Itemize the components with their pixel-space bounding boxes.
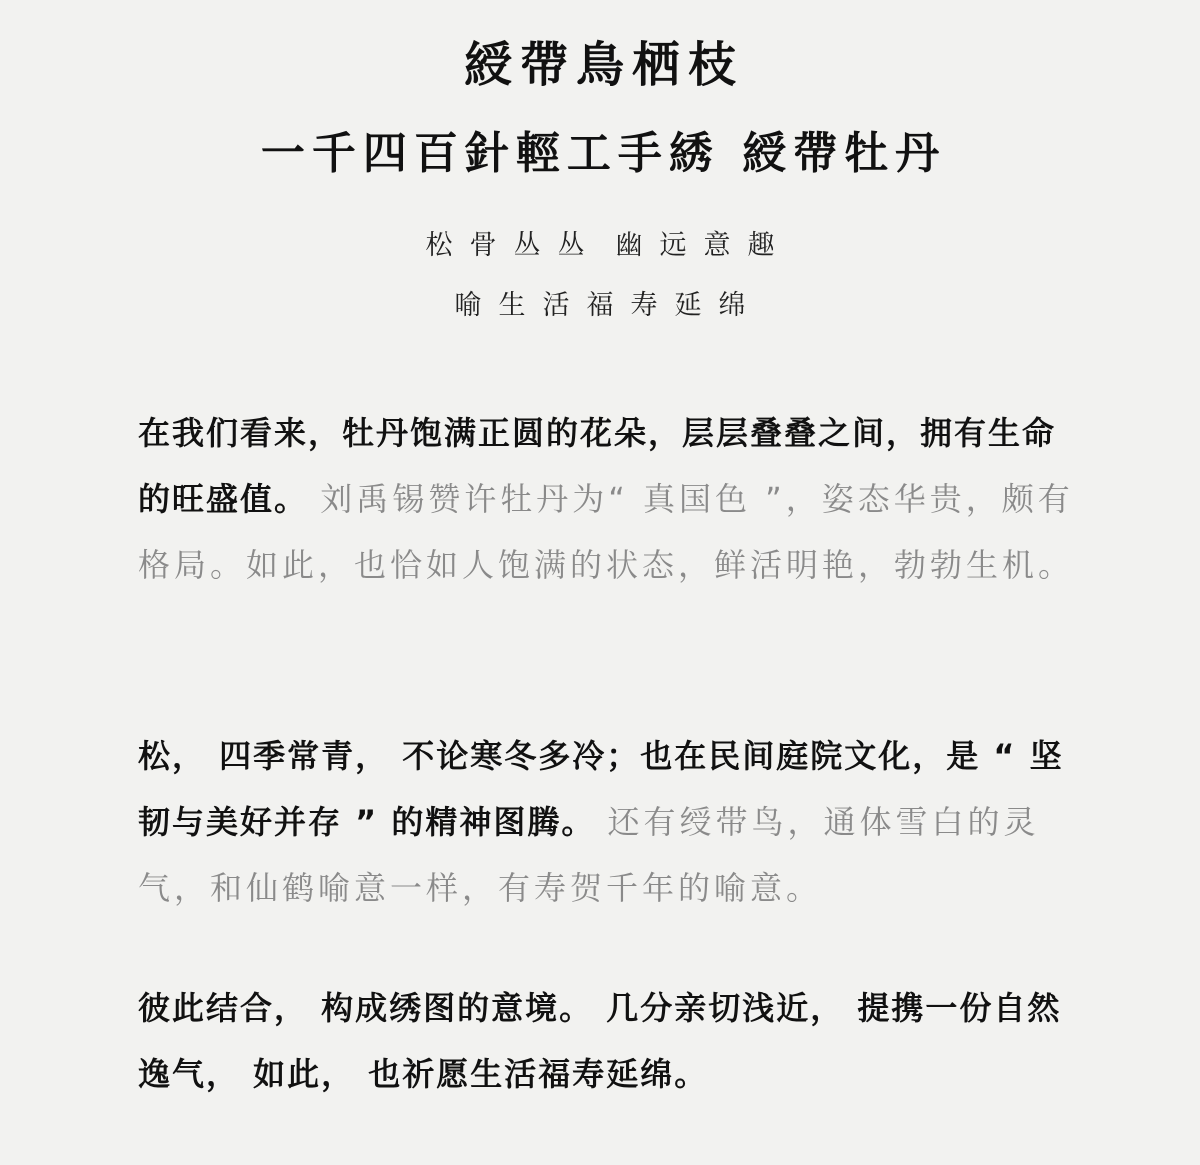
- header: [0, 30, 1200, 326]
- paragraph-peony-bold: 在我们看来，牡丹饱满正圆的花朵，层层叠叠之间，拥有生命的旺盛值。: [138, 414, 1057, 518]
- tagline-1-part-a: 松骨丛丛: [425, 230, 602, 261]
- paragraph-pine-bold: 松， 四季常青， 不论寒冬多冷；也在民间庭院文化，是 “ 坚韧与美好并存 ” 的精神图腾。: [138, 737, 1064, 841]
- sub-title: 一千四百針輕工手綉 綬帶牡丹: [260, 128, 947, 179]
- paragraph-pine-light: 还有绶带鸟，通体雪白的灵气，和仙鹤喻意一样，有寿贺千年的喻意。: [138, 803, 1040, 907]
- paragraph-combined-bold: 彼此结合， 构成绣图的意境。 几分亲切浅近， 提携一份自然逸气， 如此， 也祈愿生活福寿延绵。: [138, 989, 1062, 1093]
- paragraph-pine: [138, 723, 1083, 921]
- tagline-line-1: [0, 226, 1200, 266]
- tagline-1-part-b: 幽远意趣: [615, 230, 792, 261]
- paragraph-peony: [138, 400, 1083, 598]
- main-title: 綬帶鳥栖枝: [463, 37, 744, 93]
- paragraph-combined: [138, 975, 1083, 1107]
- tagline-line-2: 喻生活福寿延绵: [454, 290, 763, 321]
- paragraph-peony-light: 刘禹锡赞许牡丹为“ 真国色 ”，姿态华贵，颇有格局。如此，也恰如人饱满的状态，鲜活明艳，勃勃生机。: [138, 480, 1075, 584]
